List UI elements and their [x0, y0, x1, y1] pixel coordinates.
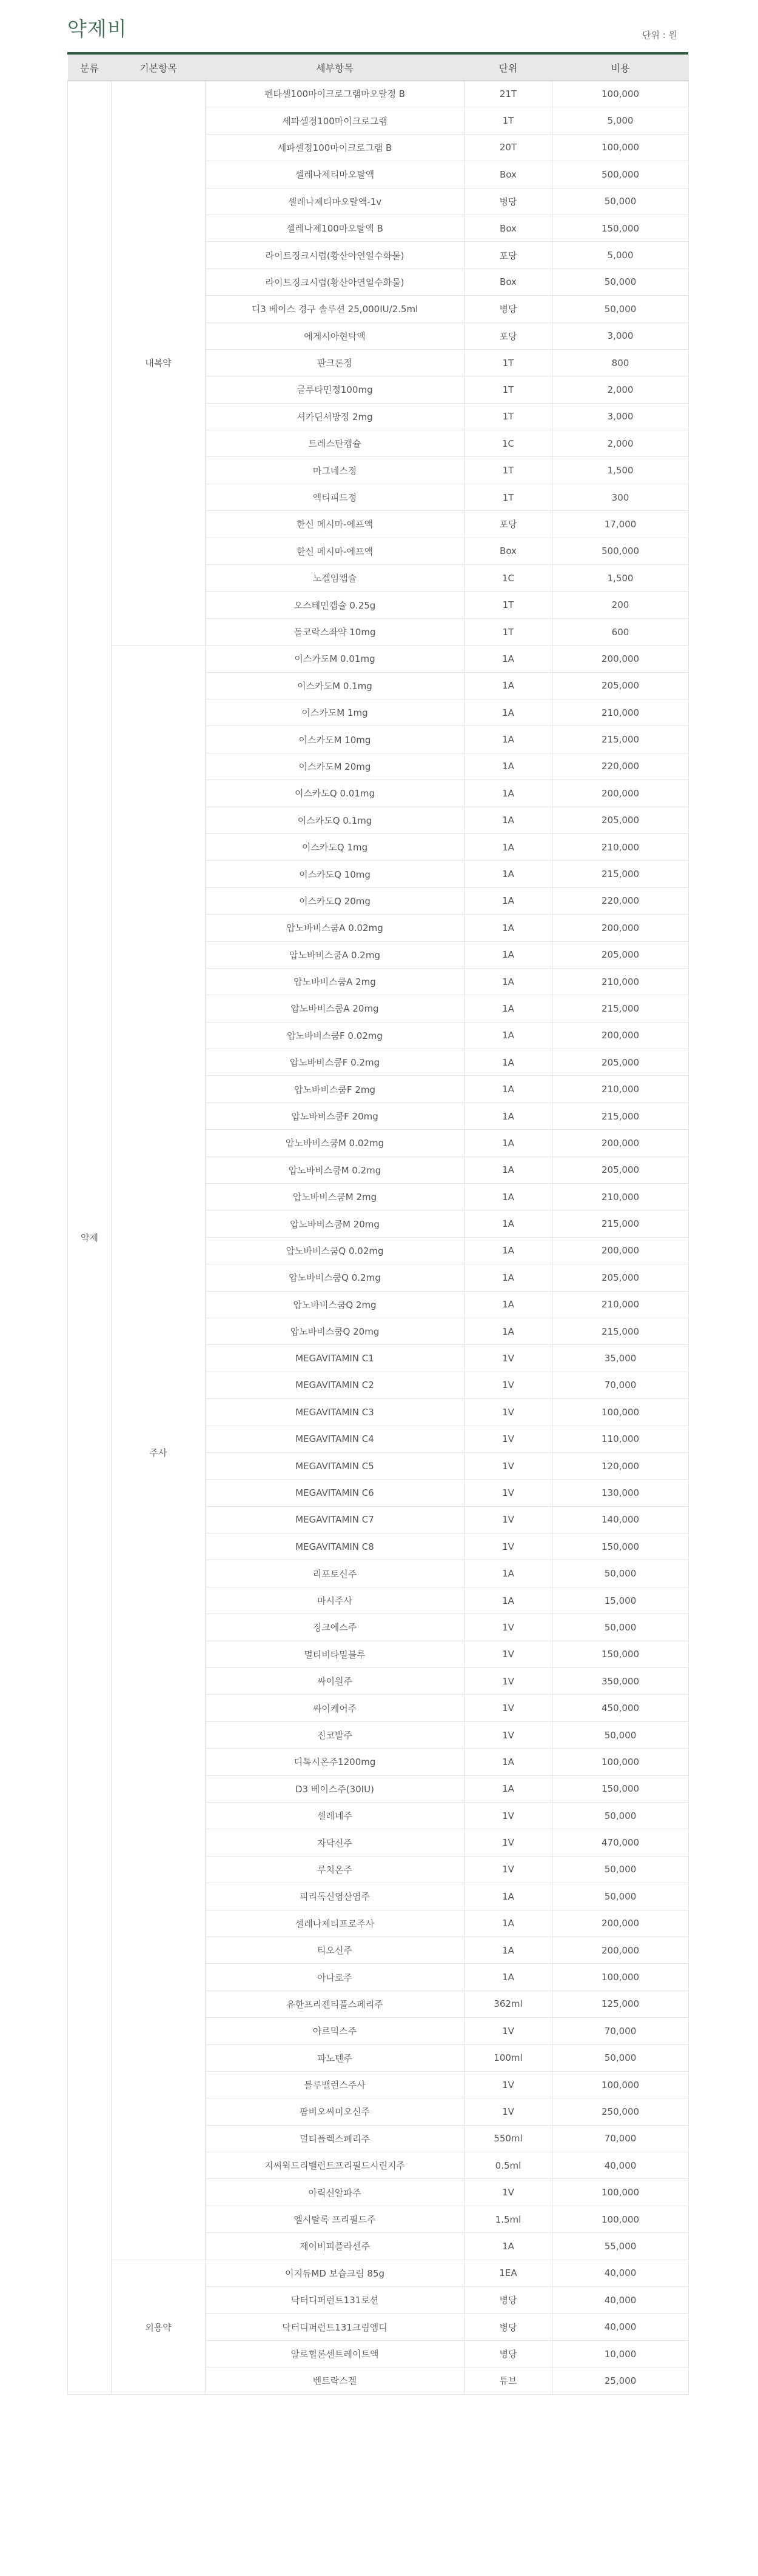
cost-cell: 40,000 — [552, 2152, 689, 2179]
unit-cell: 포당 — [465, 322, 552, 349]
detail-item-cell: 이스카도M 20mg — [206, 753, 465, 779]
unit-cell: 1A — [465, 941, 552, 968]
cost-cell: 130,000 — [552, 1480, 689, 1506]
cost-cell: 3,000 — [552, 403, 689, 430]
unit-cell: 1V — [465, 1803, 552, 1829]
detail-item-cell: 이스카도M 10mg — [206, 726, 465, 753]
cost-cell: 17,000 — [552, 511, 689, 538]
unit-cell: 550ml — [465, 2125, 552, 2152]
unit-cell: 1V — [465, 1452, 552, 1479]
unit-cell: 1V — [465, 1372, 552, 1398]
detail-item-cell: 싸이케어주 — [206, 1695, 465, 1721]
unit-cell: 1T — [465, 349, 552, 376]
table-row — [68, 646, 689, 672]
table-body — [68, 81, 689, 2395]
unit-cell: 1A — [465, 887, 552, 914]
cost-cell: 1,500 — [552, 565, 689, 592]
detail-item-cell: 압노바비스쿰F 0.2mg — [206, 1049, 465, 1076]
unit-cell: 1V — [465, 2018, 552, 2044]
unit-cell: 1V — [465, 1856, 552, 1883]
cost-cell: 205,000 — [552, 1156, 689, 1183]
unit-cell: 1A — [465, 753, 552, 779]
detail-item-cell: 티오신주 — [206, 1937, 465, 1963]
unit-cell: Box — [465, 269, 552, 295]
detail-item-cell: MEGAVITAMIN C7 — [206, 1506, 465, 1533]
detail-item-cell: 세파셀정100마이크로그램 B — [206, 134, 465, 161]
cost-cell: 70,000 — [552, 2125, 689, 2152]
cost-cell: 200,000 — [552, 1937, 689, 1963]
cost-cell: 800 — [552, 349, 689, 376]
cost-cell: 205,000 — [552, 807, 689, 833]
cost-cell: 40,000 — [552, 2314, 689, 2340]
detail-item-cell: 압노바비스쿰A 20mg — [206, 995, 465, 1022]
header-detail-item: 세부항목 — [206, 55, 465, 81]
basic-item-cell: 외용약 — [112, 2260, 206, 2394]
cost-cell: 100,000 — [552, 2071, 689, 2098]
cost-cell: 100,000 — [552, 2206, 689, 2232]
detail-item-cell: 팜비오씨미오신주 — [206, 2098, 465, 2125]
unit-cell: 1A — [465, 699, 552, 726]
detail-item-cell: 아르믹스주 — [206, 2018, 465, 2044]
cost-cell: 215,000 — [552, 726, 689, 753]
cost-cell: 220,000 — [552, 753, 689, 779]
unit-cell: 1A — [465, 1587, 552, 1613]
cost-cell: 150,000 — [552, 215, 689, 241]
cost-cell: 210,000 — [552, 1184, 689, 1210]
cost-cell: 2,000 — [552, 376, 689, 403]
cost-cell: 200,000 — [552, 646, 689, 672]
cost-cell: 50,000 — [552, 188, 689, 215]
cost-cell: 100,000 — [552, 134, 689, 161]
detail-item-cell: 압노바비스쿰Q 2mg — [206, 1291, 465, 1318]
cost-cell: 50,000 — [552, 1721, 689, 1748]
detail-item-cell: 루치온주 — [206, 1856, 465, 1883]
header-category: 분류 — [68, 55, 112, 81]
unit-cell: Box — [465, 538, 552, 564]
detail-item-cell: 셀레나제티마오탈액-1v — [206, 188, 465, 215]
cost-cell: 70,000 — [552, 2018, 689, 2044]
detail-item-cell: 트레스탄캡슐 — [206, 430, 465, 457]
detail-item-cell: 압노바비스쿰F 0.02mg — [206, 1022, 465, 1049]
unit-cell: 1A — [465, 1130, 552, 1156]
unit-cell: 1A — [465, 1318, 552, 1344]
detail-item-cell: 셀레나제티프로주사 — [206, 1910, 465, 1937]
detail-item-cell: 마시주사 — [206, 1587, 465, 1613]
detail-item-cell: 닥터디퍼런트131로션 — [206, 2287, 465, 2314]
unit-cell: 1A — [465, 833, 552, 860]
cost-cell: 450,000 — [552, 1695, 689, 1721]
unit-cell: 1A — [465, 1049, 552, 1076]
unit-cell: 1A — [465, 1076, 552, 1103]
unit-cell: 1A — [465, 915, 552, 941]
cost-cell: 205,000 — [552, 1049, 689, 1076]
detail-item-cell: 돌코락스좌약 10mg — [206, 618, 465, 645]
unit-cell: 1A — [465, 1210, 552, 1237]
cost-cell: 215,000 — [552, 1210, 689, 1237]
unit-cell: 포당 — [465, 511, 552, 538]
detail-item-cell: 판크론정 — [206, 349, 465, 376]
unit-cell: 1A — [465, 1749, 552, 1775]
unit-cell: 1EA — [465, 2260, 552, 2286]
unit-cell: 1.5ml — [465, 2206, 552, 2232]
cost-cell: 600 — [552, 618, 689, 645]
unit-cell: 1A — [465, 995, 552, 1022]
detail-item-cell: 압노바비스쿰F 20mg — [206, 1103, 465, 1129]
detail-item-cell: 징크에스주 — [206, 1614, 465, 1641]
cost-cell: 210,000 — [552, 833, 689, 860]
unit-cell: 1A — [465, 1237, 552, 1264]
cost-cell: 3,000 — [552, 322, 689, 349]
detail-item-cell: 디톡시온주1200mg — [206, 1749, 465, 1775]
detail-item-cell: 알로힐론센트레이트액 — [206, 2340, 465, 2367]
detail-item-cell: 닥터디퍼런트131크림엠디 — [206, 2314, 465, 2340]
cost-cell: 50,000 — [552, 1560, 689, 1587]
unit-cell: 1T — [465, 592, 552, 618]
cost-cell: 150,000 — [552, 1533, 689, 1560]
unit-cell: 1T — [465, 107, 552, 134]
detail-item-cell: MEGAVITAMIN C8 — [206, 1533, 465, 1560]
basic-item-cell: 내복약 — [112, 81, 206, 646]
detail-item-cell: 압노바비스쿰Q 20mg — [206, 1318, 465, 1344]
unit-cell: 1A — [465, 1184, 552, 1210]
detail-item-cell: 이스카도Q 10mg — [206, 861, 465, 887]
unit-cell: 1V — [465, 1426, 552, 1452]
detail-item-cell: 제이비피플라센주 — [206, 2233, 465, 2260]
unit-cell: 1V — [465, 1641, 552, 1667]
detail-item-cell: 셀레나제100마오탈액 B — [206, 215, 465, 241]
detail-item-cell: 한신 메시마-에프액 — [206, 511, 465, 538]
detail-item-cell: 블루밸런스주사 — [206, 2071, 465, 2098]
unit-cell: 1V — [465, 1533, 552, 1560]
detail-item-cell: 이스카도Q 1mg — [206, 833, 465, 860]
detail-item-cell: 세파셀정100마이크로그램 — [206, 107, 465, 134]
cost-cell: 215,000 — [552, 861, 689, 887]
unit-cell: 1A — [465, 1910, 552, 1937]
unit-cell: 1A — [465, 1264, 552, 1291]
unit-cell: 1V — [465, 2071, 552, 2098]
unit-cell: 1A — [465, 1156, 552, 1183]
detail-item-cell: 멀티비타밀블루 — [206, 1641, 465, 1667]
detail-item-cell: 라이트징크시럽(황산아연일수화물) — [206, 242, 465, 269]
detail-item-cell: MEGAVITAMIN C6 — [206, 1480, 465, 1506]
unit-cell: 1A — [465, 646, 552, 672]
cost-cell: 250,000 — [552, 2098, 689, 2125]
unit-cell: 1V — [465, 2098, 552, 2125]
detail-item-cell: 압노바비스쿰Q 0.2mg — [206, 1264, 465, 1291]
cost-cell: 2,000 — [552, 430, 689, 457]
cost-cell: 300 — [552, 484, 689, 510]
detail-item-cell: 진코발주 — [206, 1721, 465, 1748]
cost-cell: 210,000 — [552, 1291, 689, 1318]
cost-cell: 220,000 — [552, 887, 689, 914]
table-row — [68, 2260, 689, 2286]
unit-cell: 1T — [465, 376, 552, 403]
cost-cell: 100,000 — [552, 2179, 689, 2206]
page-title: 약제비 — [67, 17, 127, 41]
unit-cell: 1T — [465, 457, 552, 484]
unit-cell: 1C — [465, 430, 552, 457]
unit-cell: 병당 — [465, 188, 552, 215]
detail-item-cell: 압노바비스쿰M 2mg — [206, 1184, 465, 1210]
cost-cell: 215,000 — [552, 995, 689, 1022]
unit-cell: 1V — [465, 1614, 552, 1641]
detail-item-cell: MEGAVITAMIN C2 — [206, 1372, 465, 1398]
table-row — [68, 81, 689, 107]
detail-item-cell: 압노바비스쿰A 0.2mg — [206, 941, 465, 968]
cost-cell: 5,000 — [552, 107, 689, 134]
cost-cell: 1,500 — [552, 457, 689, 484]
detail-item-cell: 디3 베이스 경구 솔루션 25,000IU/2.5ml — [206, 296, 465, 322]
cost-cell: 210,000 — [552, 699, 689, 726]
cost-cell: 215,000 — [552, 1318, 689, 1344]
cost-cell: 200,000 — [552, 1237, 689, 1264]
detail-item-cell: 압노바비스쿰M 0.02mg — [206, 1130, 465, 1156]
cost-cell: 125,000 — [552, 1990, 689, 2017]
unit-cell: 1A — [465, 1560, 552, 1587]
unit-cell: 1A — [465, 726, 552, 753]
detail-item-cell: 노겔임캡슐 — [206, 565, 465, 592]
header-basic-item: 기본항목 — [112, 55, 206, 81]
unit-cell: 1A — [465, 672, 552, 699]
unit-cell: 1A — [465, 861, 552, 887]
detail-item-cell: 한신 메시마-에프액 — [206, 538, 465, 564]
unit-cell: 1V — [465, 1829, 552, 1856]
unit-cell: 1V — [465, 1695, 552, 1721]
cost-cell: 150,000 — [552, 1775, 689, 1802]
detail-item-cell: 셀레네주 — [206, 1803, 465, 1829]
detail-item-cell: 피리독신염산염주 — [206, 1883, 465, 1910]
detail-item-cell: 라이트징크시럽(황산아연일수화물) — [206, 269, 465, 295]
detail-item-cell: 이스카도Q 0.01mg — [206, 780, 465, 807]
detail-item-cell: 싸이원주 — [206, 1668, 465, 1695]
detail-item-cell: 이스카도M 0.1mg — [206, 672, 465, 699]
cost-cell: 50,000 — [552, 1614, 689, 1641]
cost-cell: 200,000 — [552, 780, 689, 807]
detail-item-cell: 글루타민정100mg — [206, 376, 465, 403]
detail-item-cell: 이스카도M 1mg — [206, 699, 465, 726]
unit-cell: 21T — [465, 81, 552, 107]
cost-cell: 50,000 — [552, 1803, 689, 1829]
cost-cell: 50,000 — [552, 269, 689, 295]
unit-cell: 1T — [465, 618, 552, 645]
unit-cell: 1A — [465, 1291, 552, 1318]
cost-cell: 205,000 — [552, 941, 689, 968]
drug-cost-table — [67, 55, 689, 2395]
detail-item-cell: 엘시탈록 프리필드주 — [206, 2206, 465, 2232]
cost-cell: 10,000 — [552, 2340, 689, 2367]
unit-cell: 1V — [465, 2179, 552, 2206]
cost-cell: 210,000 — [552, 968, 689, 995]
detail-item-cell: MEGAVITAMIN C5 — [206, 1452, 465, 1479]
unit-cell: 100ml — [465, 2044, 552, 2071]
detail-item-cell: 지씨웍드리밸런트프리필드시린지주 — [206, 2152, 465, 2179]
unit-cell: 1V — [465, 1345, 552, 1372]
unit-note: 단위 : 원 — [642, 30, 677, 41]
unit-cell: Box — [465, 215, 552, 241]
unit-cell: 362ml — [465, 1990, 552, 2017]
cost-cell: 55,000 — [552, 2233, 689, 2260]
unit-cell: 1A — [465, 780, 552, 807]
unit-cell: 1A — [465, 2233, 552, 2260]
cost-cell: 205,000 — [552, 1264, 689, 1291]
cost-cell: 100,000 — [552, 1399, 689, 1426]
table-header-row — [68, 55, 689, 81]
detail-item-cell: 아나로주 — [206, 1964, 465, 1990]
detail-item-cell: MEGAVITAMIN C3 — [206, 1399, 465, 1426]
cost-cell: 200 — [552, 592, 689, 618]
detail-item-cell: 압노바비스쿰M 20mg — [206, 1210, 465, 1237]
cost-cell: 205,000 — [552, 672, 689, 699]
unit-cell: 튜브 — [465, 2367, 552, 2394]
unit-cell: 병당 — [465, 296, 552, 322]
unit-cell: 1A — [465, 1964, 552, 1990]
unit-cell: 1V — [465, 1668, 552, 1695]
cost-cell: 50,000 — [552, 1883, 689, 1910]
unit-cell: 1V — [465, 1506, 552, 1533]
detail-item-cell: 마그네스정 — [206, 457, 465, 484]
detail-item-cell: 파노텐주 — [206, 2044, 465, 2071]
unit-cell: 1A — [465, 1103, 552, 1129]
cost-cell: 15,000 — [552, 1587, 689, 1613]
cost-cell: 70,000 — [552, 1372, 689, 1398]
cost-cell: 200,000 — [552, 1130, 689, 1156]
cost-cell: 200,000 — [552, 1910, 689, 1937]
unit-cell: 1C — [465, 565, 552, 592]
cost-cell: 50,000 — [552, 2044, 689, 2071]
unit-cell: Box — [465, 161, 552, 188]
cost-cell: 100,000 — [552, 1964, 689, 1990]
detail-item-cell: 자닥신주 — [206, 1829, 465, 1856]
cost-cell: 25,000 — [552, 2367, 689, 2394]
unit-cell: 포당 — [465, 242, 552, 269]
cost-cell: 500,000 — [552, 161, 689, 188]
unit-cell: 병당 — [465, 2340, 552, 2367]
detail-item-cell: MEGAVITAMIN C1 — [206, 1345, 465, 1372]
detail-item-cell: 이스카도Q 0.1mg — [206, 807, 465, 833]
unit-cell: 1A — [465, 968, 552, 995]
cost-cell: 100,000 — [552, 1749, 689, 1775]
detail-item-cell: 리포토신주 — [206, 1560, 465, 1587]
cost-cell: 200,000 — [552, 1022, 689, 1049]
detail-item-cell: 셔카딘서방정 2mg — [206, 403, 465, 430]
cost-cell: 35,000 — [552, 1345, 689, 1372]
unit-cell: 1V — [465, 1721, 552, 1748]
unit-cell: 1T — [465, 484, 552, 510]
detail-item-cell: 벤트락스겔 — [206, 2367, 465, 2394]
detail-item-cell: 이지듀MD 보습크림 85g — [206, 2260, 465, 2286]
unit-cell: 1A — [465, 1937, 552, 1963]
detail-item-cell: 압노바비스쿰F 2mg — [206, 1076, 465, 1103]
detail-item-cell: 오스테민캡슐 0.25g — [206, 592, 465, 618]
cost-cell: 150,000 — [552, 1641, 689, 1667]
unit-cell: 1V — [465, 1399, 552, 1426]
detail-item-cell: 압노바비스쿰M 0.2mg — [206, 1156, 465, 1183]
unit-cell: 1A — [465, 1775, 552, 1802]
cost-cell: 350,000 — [552, 1668, 689, 1695]
unit-cell: 20T — [465, 134, 552, 161]
cost-cell: 5,000 — [552, 242, 689, 269]
unit-cell: 1A — [465, 807, 552, 833]
unit-cell: 1A — [465, 1022, 552, 1049]
basic-item-cell: 주사 — [112, 646, 206, 2260]
unit-cell: 1A — [465, 1883, 552, 1910]
header-cost: 비용 — [552, 55, 689, 81]
cost-cell: 100,000 — [552, 81, 689, 107]
cost-cell: 215,000 — [552, 1103, 689, 1129]
unit-cell: 병당 — [465, 2287, 552, 2314]
cost-cell: 210,000 — [552, 1076, 689, 1103]
cost-cell: 40,000 — [552, 2260, 689, 2286]
detail-item-cell: MEGAVITAMIN C4 — [206, 1426, 465, 1452]
unit-cell: 1T — [465, 403, 552, 430]
detail-item-cell: 유한프리젠티플스페리주 — [206, 1990, 465, 2017]
unit-cell: 병당 — [465, 2314, 552, 2340]
cost-cell: 50,000 — [552, 1856, 689, 1883]
cost-cell: 40,000 — [552, 2287, 689, 2314]
detail-item-cell: 아릭신알파주 — [206, 2179, 465, 2206]
detail-item-cell: 펜타셀100마이크로그램마오탈정 B — [206, 81, 465, 107]
detail-item-cell: 압노바비스쿰A 0.02mg — [206, 915, 465, 941]
cost-cell: 110,000 — [552, 1426, 689, 1452]
detail-item-cell: 셀레나제티마오탈액 — [206, 161, 465, 188]
detail-item-cell: D3 베이스주(30IU) — [206, 1775, 465, 1802]
detail-item-cell: 멀티플렉스페리주 — [206, 2125, 465, 2152]
detail-item-cell: 압노바비스쿰Q 0.02mg — [206, 1237, 465, 1264]
unit-cell: 1V — [465, 1480, 552, 1506]
cost-cell: 470,000 — [552, 1829, 689, 1856]
detail-item-cell: 엑티피드정 — [206, 484, 465, 510]
detail-item-cell: 이스카도Q 20mg — [206, 887, 465, 914]
detail-item-cell: 이스카도M 0.01mg — [206, 646, 465, 672]
cost-cell: 140,000 — [552, 1506, 689, 1533]
unit-cell: 0.5ml — [465, 2152, 552, 2179]
category-cell: 약제 — [68, 81, 112, 2395]
header-unit: 단위 — [465, 55, 552, 81]
detail-item-cell: 압노바비스쿰A 2mg — [206, 968, 465, 995]
detail-item-cell: 에게시아현탁액 — [206, 322, 465, 349]
cost-cell: 500,000 — [552, 538, 689, 564]
cost-cell: 120,000 — [552, 1452, 689, 1479]
cost-cell: 50,000 — [552, 296, 689, 322]
cost-cell: 200,000 — [552, 915, 689, 941]
